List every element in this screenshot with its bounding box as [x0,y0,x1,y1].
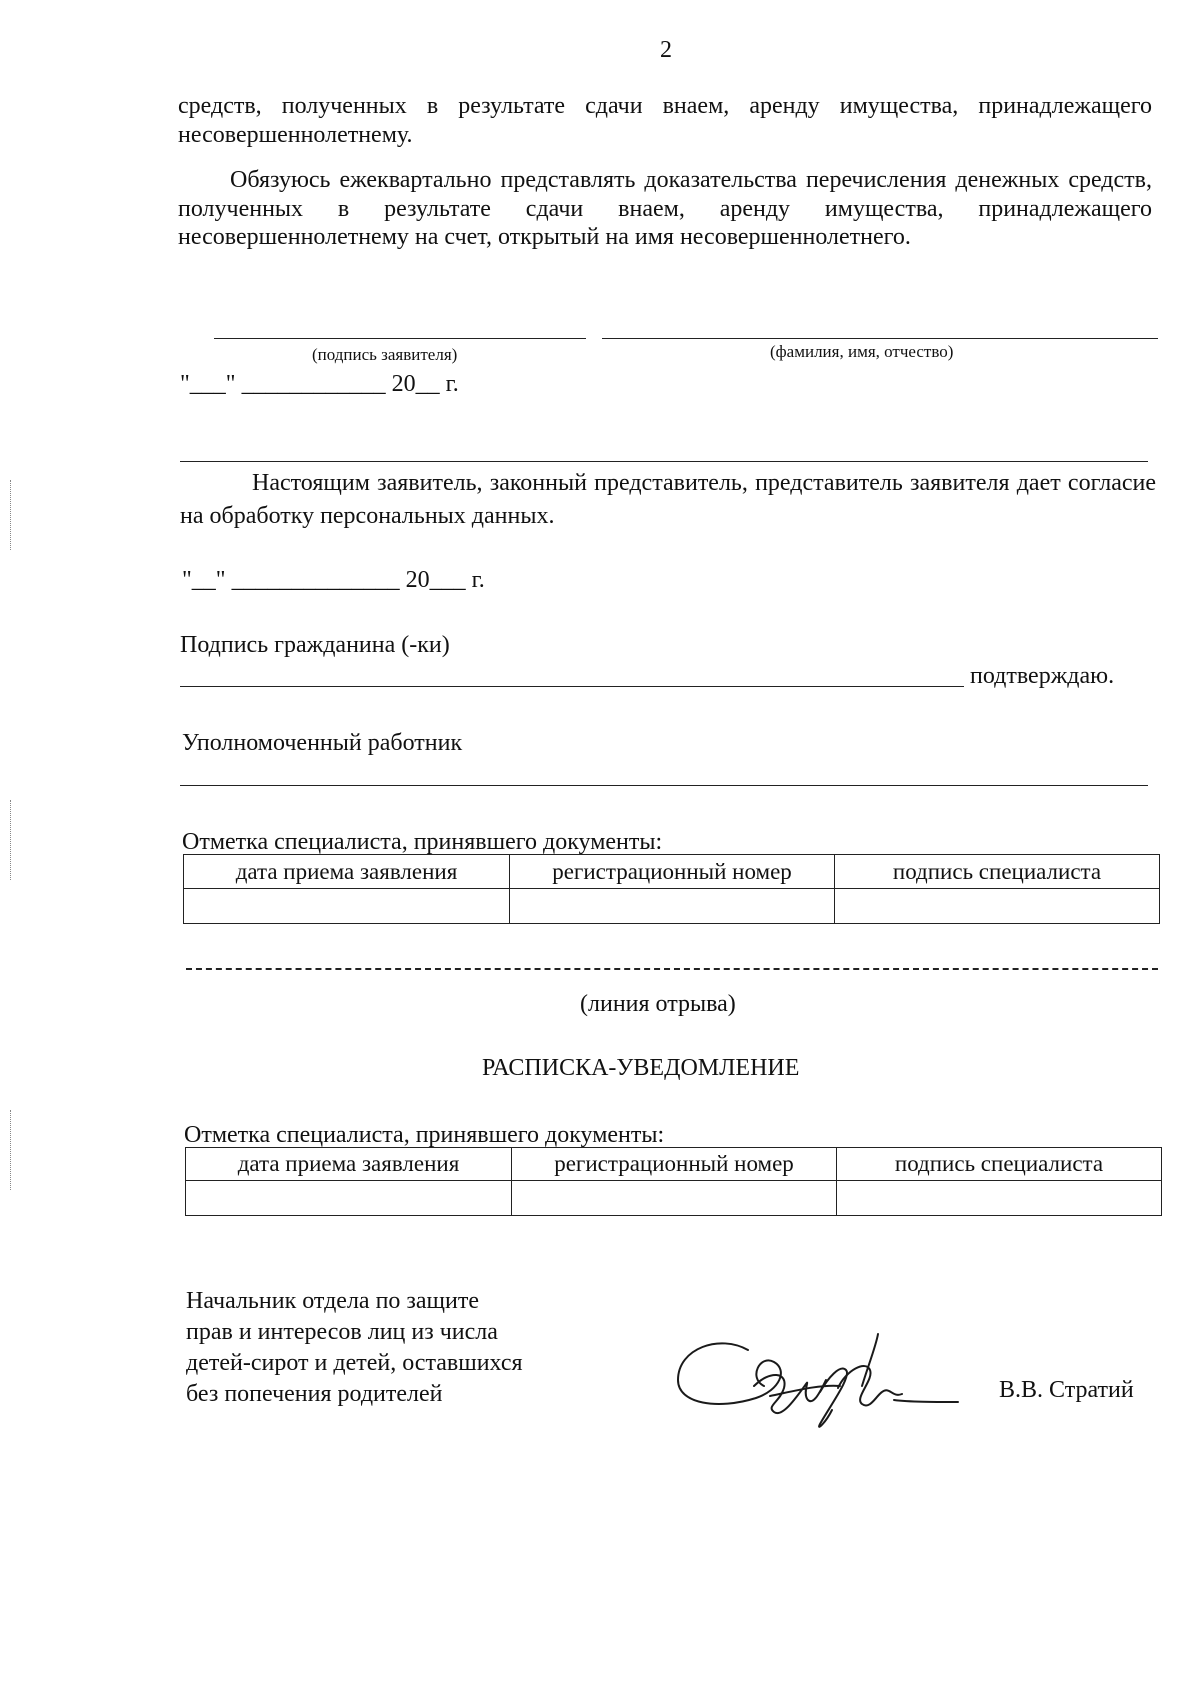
date-line-consent: "__" ______________ 20___ г. [182,567,485,593]
paragraph-obligation: Обязуюсь ежеквартально представлять доказательства перечисления денежных средств, полученных в результате сдачи внаем, аренду имущества, принадлежащего несовершеннолетнему на счет, открытый на имя несовершеннолетнего. [178,167,1152,250]
table-cell-specialist-signature [837,1181,1162,1216]
specialist-mark-label-receipt: Отметка специалиста, принявшего документы: [184,1122,665,1148]
table-cell-date [184,889,510,924]
citizen-signature-label: Подпись гражданина (-ки) [180,632,450,658]
applicant-fio-line [602,338,1158,339]
authorized-worker-line [180,785,1148,786]
table-header-date: дата приема заявления [186,1148,512,1181]
applicant-signature-caption: (подпись заявителя) [312,345,458,364]
scan-edge-mark [10,480,11,550]
separator-line [180,461,1148,462]
receipt-specialist-mark-table [185,1147,1162,1216]
chief-title-line: без попечения родителей [186,1381,443,1407]
paragraph-continued: средств, полученных в результате сдачи внаем, аренду имущества, принадлежащего несовершеннолетнему. [178,93,1152,148]
specialist-mark-table [183,854,1160,924]
scan-edge-mark [10,800,11,880]
table-header-date: дата приема заявления [184,855,510,889]
tear-line-label: (линия отрыва) [580,991,736,1017]
citizen-signature-line [180,686,964,687]
table-cell-reg-number [512,1181,837,1216]
chief-title-line: Начальник отдела по защите [186,1288,480,1314]
table-header-specialist-signature: подпись специалиста [837,1148,1162,1181]
table-cell-date [186,1181,512,1216]
specialist-mark-label: Отметка специалиста, принявшего документы: [182,829,663,855]
page-number: 2 [660,37,672,63]
confirm-word: подтверждаю. [970,663,1115,689]
tear-line [186,968,1158,970]
authorized-worker-label: Уполномоченный работник [182,730,463,756]
chief-title-line: детей-сирот и детей, оставшихся [186,1350,523,1376]
handwritten-signature [670,1326,960,1436]
table-header-specialist-signature: подпись специалиста [835,855,1160,889]
chief-title-line: прав и интересов лиц из числа [186,1319,498,1345]
receipt-title: РАСПИСКА-УВЕДОМЛЕНИЕ [482,1055,800,1081]
table-header-reg-number: регистрационный номер [512,1148,837,1181]
applicant-signature-line [214,338,586,339]
chief-name: В.В. Стратий [999,1377,1134,1403]
table-cell-reg-number [510,889,835,924]
applicant-fio-caption: (фамилия, имя, отчество) [770,342,954,361]
table-header-reg-number: регистрационный номер [510,855,835,889]
scan-edge-mark [10,1110,11,1190]
table-cell-specialist-signature [835,889,1160,924]
date-line-applicant: "___" ____________ 20__ г. [180,371,459,397]
consent-paragraph: Настоящим заявитель, законный представитель, представитель заявителя дает согласие на обработку персональных данных. [180,470,1156,529]
chief-title [186,1286,523,1410]
